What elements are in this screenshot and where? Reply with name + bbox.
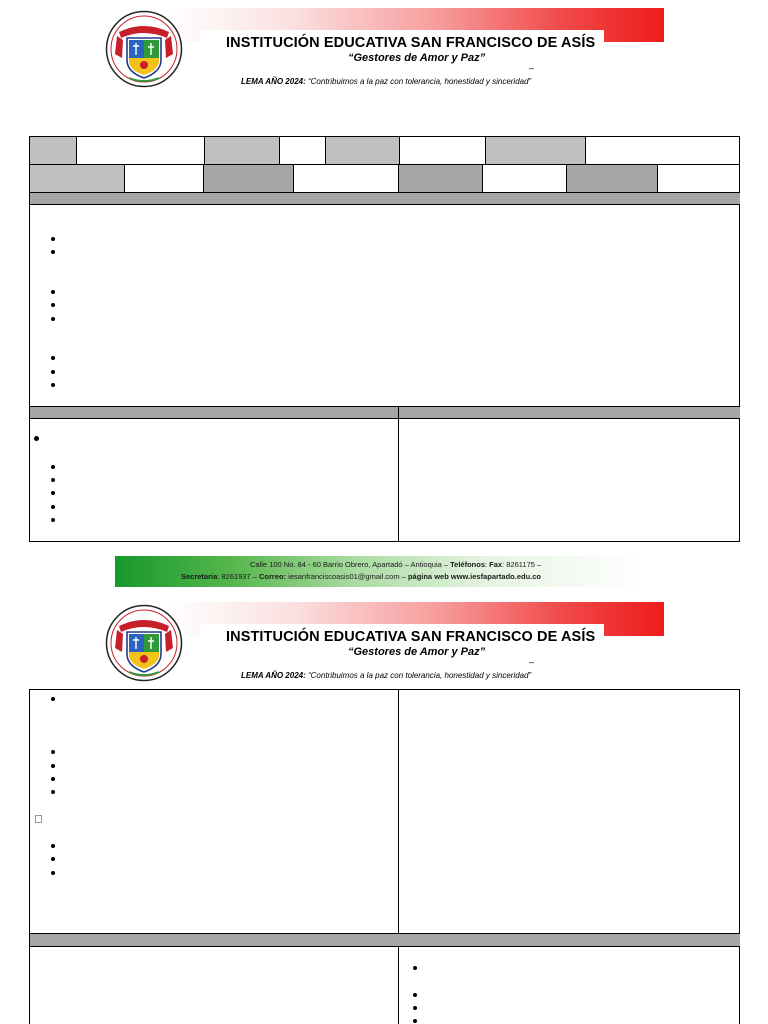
value-cell[interactable]: [658, 165, 740, 193]
list-bullet: [51, 370, 55, 374]
header-cell: [30, 165, 125, 193]
column-divider: [398, 690, 399, 1024]
header-cell: [567, 165, 658, 193]
column-divider: [398, 407, 399, 542]
form-table-2: [29, 689, 740, 1024]
section-header-bar: [30, 193, 740, 205]
page-header-2: [0, 594, 768, 684]
list-bullet: [51, 303, 55, 307]
header-cell: [326, 137, 400, 165]
value-cell[interactable]: [125, 165, 204, 193]
checkbox-placeholder[interactable]: [35, 815, 42, 823]
footer-secretary-label: Secretaria: [181, 572, 218, 581]
list-bullet: [51, 250, 55, 254]
school-logo: [105, 10, 183, 88]
list-bullet: [51, 383, 55, 387]
list-bullet: [51, 871, 55, 875]
section-header-bar: [30, 934, 740, 947]
page-footer: [115, 556, 645, 587]
year-motto-text: “Contribuimos a la paz con tolerancia, honestidad y sinceridad”: [305, 77, 532, 86]
list-bullet: [51, 697, 55, 701]
list-bullet: [51, 518, 55, 522]
page-header-1: [0, 0, 768, 90]
list-bullet: [51, 290, 55, 294]
list-bullet: [51, 465, 55, 469]
footer-email: iesanfranciscoasis01@gmail.com –: [286, 572, 408, 581]
value-cell[interactable]: [280, 137, 326, 165]
footer-email-label: Correo:: [259, 572, 287, 581]
footer-address: Calle 100 No. 84 - 60 Barrio Obrero, Apartadó – Antioquia –: [250, 560, 451, 569]
footer-address-line: [250, 560, 541, 569]
value-cell[interactable]: [77, 137, 205, 165]
school-name: INSTITUCIÓN EDUCATIVA SAN FRANCISCO DE ASÍS: [226, 35, 596, 51]
list-bullet: [51, 317, 55, 321]
list-bullet: [413, 966, 417, 970]
list-bullet: [51, 844, 55, 848]
list-bullet: [51, 857, 55, 861]
list-bullet: [51, 750, 55, 754]
header-dash: –: [529, 63, 535, 73]
value-cell[interactable]: [400, 137, 486, 165]
footer-website: página web www.iesfapartado.edu.co: [407, 572, 542, 581]
school-name: INSTITUCIÓN EDUCATIVA SAN FRANCISCO DE ASÍS: [226, 629, 596, 645]
list-bullet: [413, 1019, 417, 1023]
header-cell: [399, 165, 483, 193]
list-bullet: [51, 491, 55, 495]
value-cell[interactable]: [586, 137, 740, 165]
header-dash: –: [529, 657, 535, 667]
list-bullet: [51, 237, 55, 241]
list-bullet: [51, 505, 55, 509]
school-logo: [105, 604, 183, 682]
value-cell[interactable]: [483, 165, 567, 193]
header-cell: [205, 137, 280, 165]
header-cell: [30, 137, 77, 165]
year-motto-label: LEMA AÑO 2024:: [241, 671, 306, 680]
school-motto: “Gestores de Amor y Paz”: [348, 52, 486, 64]
school-motto: “Gestores de Amor y Paz”: [348, 646, 486, 658]
year-motto-text: “Contribuimos a la paz con tolerancia, honestidad y sinceridad”: [305, 671, 532, 680]
header-cell: [486, 137, 586, 165]
list-bullet: [413, 993, 417, 997]
list-bullet: [51, 356, 55, 360]
value-cell[interactable]: [294, 165, 399, 193]
list-bullet: [34, 436, 39, 441]
list-bullet: [51, 777, 55, 781]
list-bullet: [413, 1006, 417, 1010]
footer-sep: :: [485, 560, 490, 569]
footer-fax-label: Fax: [489, 560, 503, 569]
list-bullet: [51, 478, 55, 482]
list-bullet: [51, 790, 55, 794]
footer-fax: : 8261175 –: [502, 560, 542, 569]
year-motto-label: LEMA AÑO 2024:: [241, 77, 306, 86]
year-motto: [241, 77, 531, 86]
section-header-bar: [30, 407, 740, 419]
list-bullet: [51, 764, 55, 768]
form-table-1: [29, 136, 740, 542]
footer-contact-line: [181, 572, 541, 581]
year-motto: [241, 671, 531, 680]
footer-phones-label: Teléfonos: [450, 560, 485, 569]
header-cell: [204, 165, 294, 193]
footer-secretary: : 8261937 –: [217, 572, 259, 581]
